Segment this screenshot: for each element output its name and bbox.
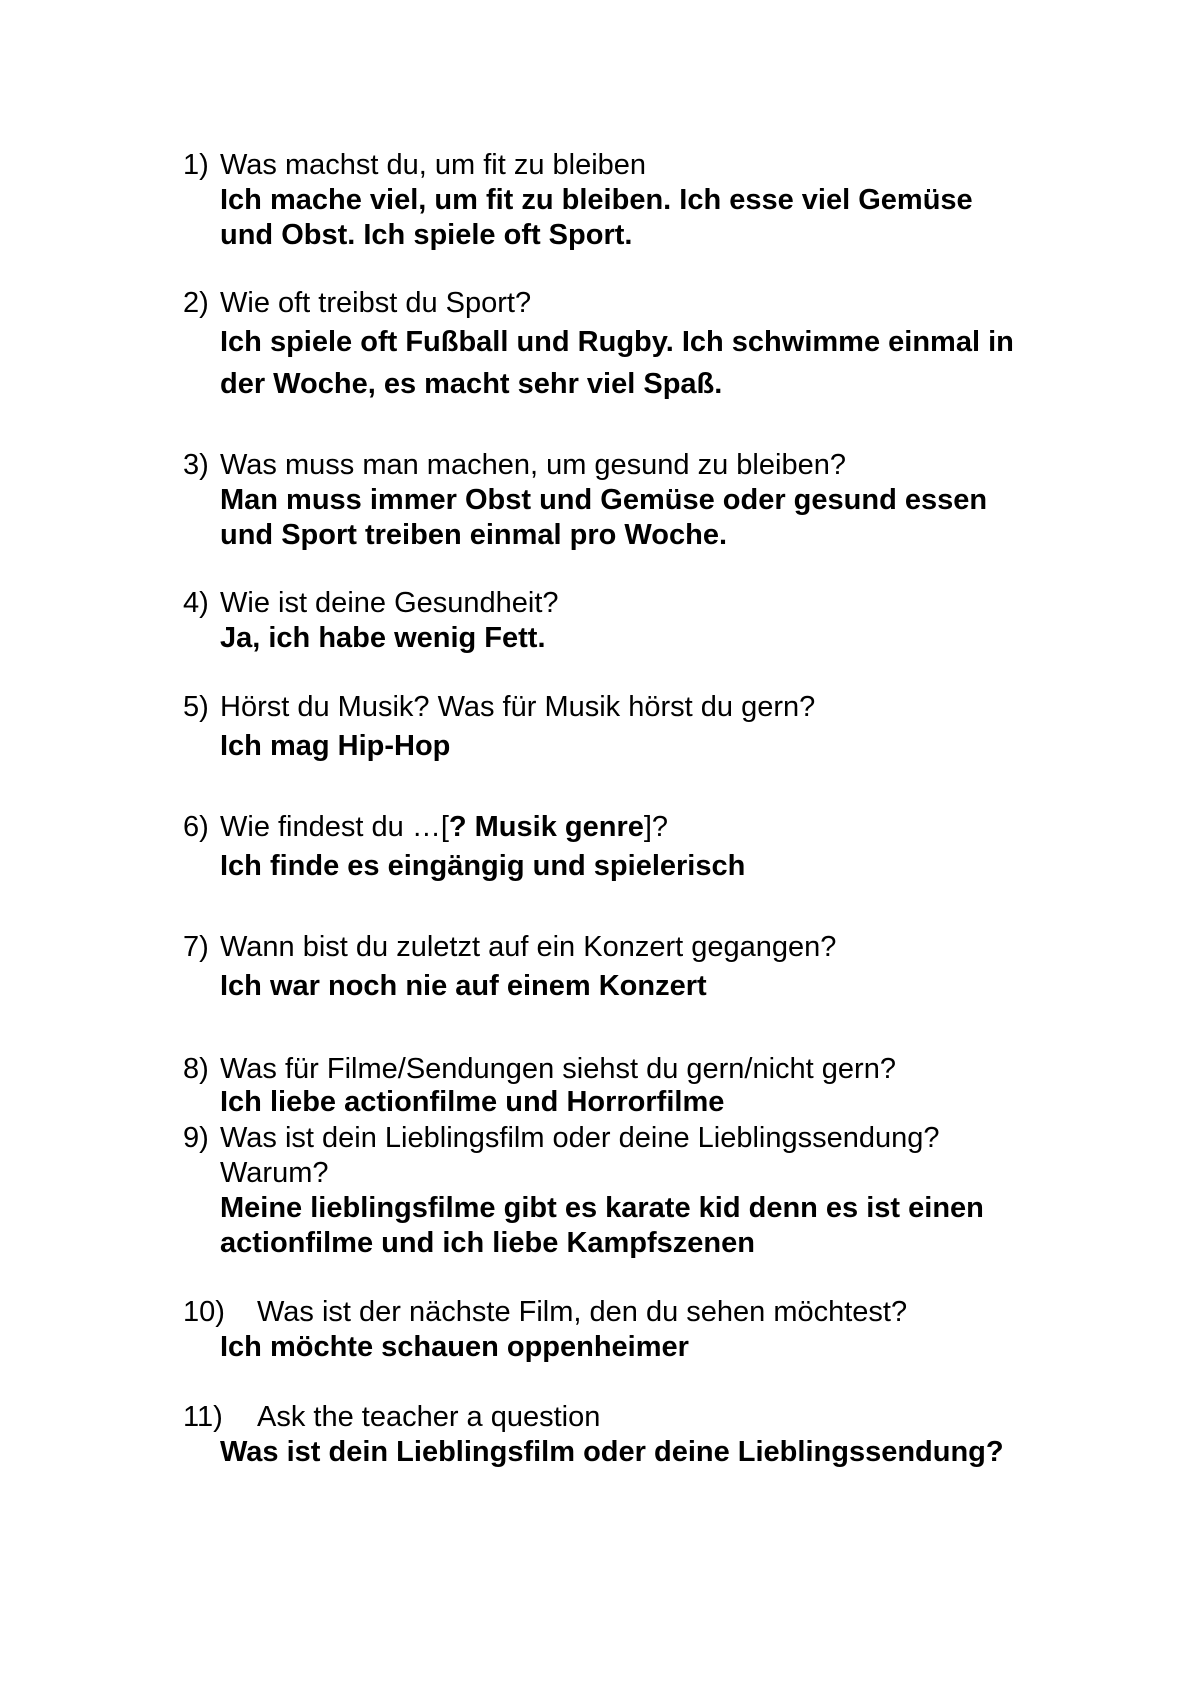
qa-item-4 (183, 586, 559, 656)
answer (183, 729, 815, 764)
answer-line: Meine lieblingsfilme gibt es karate kid denn es ist einen (220, 1192, 984, 1224)
qa-item-2 (183, 286, 1014, 405)
question-number: 8) (183, 1053, 209, 1085)
qa-item-5 (183, 690, 815, 764)
answer-line: Ich liebe actionfilme und Horrorfilme (220, 1086, 725, 1118)
question (183, 586, 559, 621)
question-number: 1) (183, 149, 209, 181)
question-number: 6) (183, 811, 209, 843)
question-text-end: ]? (643, 811, 669, 843)
answer-line: der Woche, es macht sehr viel Spaß. (220, 368, 723, 400)
question (183, 930, 836, 965)
answer (183, 1435, 1004, 1470)
question (183, 1121, 984, 1156)
answer (183, 321, 1014, 405)
qa-item-3 (183, 448, 987, 553)
qa-item-6 (183, 810, 745, 884)
question-text: Wie ist deine Gesundheit? (220, 587, 559, 619)
answer-line: Ich mag Hip-Hop (220, 730, 451, 762)
question (183, 1295, 907, 1330)
answer-line: actionfilme und ich liebe Kampfszenen (220, 1227, 755, 1259)
question-text: Was machst du, um fit zu bleiben (220, 149, 647, 181)
question (183, 1400, 1004, 1435)
answer (183, 1330, 907, 1365)
answer-line: und Sport treiben einmal pro Woche. (220, 519, 728, 551)
answer-line: Man muss immer Obst und Gemüse oder gesund essen (220, 484, 988, 516)
question-number: 3) (183, 449, 209, 481)
answer (183, 183, 973, 253)
question-text: Was für Filme/Sendungen siehst du gern/nicht gern? (220, 1053, 896, 1085)
question-number: 7) (183, 931, 209, 963)
answer-line: Ich mache viel, um fit zu bleiben. Ich esse viel Gemüse (220, 184, 973, 216)
answer (183, 849, 745, 884)
answer (183, 969, 836, 1004)
answer-line: Ja, ich habe wenig Fett. (220, 622, 546, 654)
question (183, 286, 1014, 321)
question-text: Was ist der nächste Film, den du sehen möchtest? (257, 1296, 908, 1328)
question (183, 448, 987, 483)
question-number: 4) (183, 587, 209, 619)
qa-item-9 (183, 1121, 984, 1261)
answer (183, 1191, 984, 1261)
question-number: 2) (183, 287, 209, 319)
answer-line: Was ist dein Lieblingsfilm oder deine Lieblingssendung? (220, 1436, 1004, 1468)
question (183, 148, 973, 183)
question-number: 10) (183, 1296, 225, 1328)
question-number: 11) (183, 1401, 223, 1433)
answer-line: Ich finde es eingängig und spielerisch (220, 850, 746, 882)
qa-item-7 (183, 930, 836, 1004)
question (183, 1052, 896, 1087)
question-number: 5) (183, 691, 209, 723)
answer-line: Ich spiele oft Fußball und Rugby. Ich schwimme einmal in (220, 326, 1014, 358)
question (183, 810, 745, 845)
qa-item-11 (183, 1400, 1004, 1470)
question-text: Hörst du Musik? Was für Musik hörst du gern? (220, 691, 816, 723)
answer-line: und Obst. Ich spiele oft Sport. (220, 219, 633, 251)
qa-item-1 (183, 148, 973, 253)
question-text: Warum? (220, 1157, 329, 1189)
answer-line: Ich möchte schauen oppenheimer (220, 1331, 689, 1363)
qa-item-8 (183, 1052, 896, 1120)
question-text: Wie oft treibst du Sport? (220, 287, 532, 319)
answer (183, 1085, 896, 1120)
qa-item-10 (183, 1295, 907, 1365)
question-number: 9) (183, 1122, 209, 1154)
answer-line: Ich war noch nie auf einem Konzert (220, 970, 707, 1002)
question-text: Was ist dein Lieblingsfilm oder deine Lieblingssendung? (220, 1122, 940, 1154)
answer (183, 483, 987, 553)
question-text: Ask the teacher a question (257, 1401, 601, 1433)
genre-placeholder: ? Musik genre (448, 811, 644, 843)
question-text: Wie findest du …[ (220, 811, 449, 843)
question-continued (183, 1156, 984, 1191)
question-text: Wann bist du zuletzt auf ein Konzert gegangen? (220, 931, 837, 963)
answer (183, 621, 559, 656)
question-text: Was muss man machen, um gesund zu bleiben? (220, 449, 846, 481)
question (183, 690, 815, 725)
